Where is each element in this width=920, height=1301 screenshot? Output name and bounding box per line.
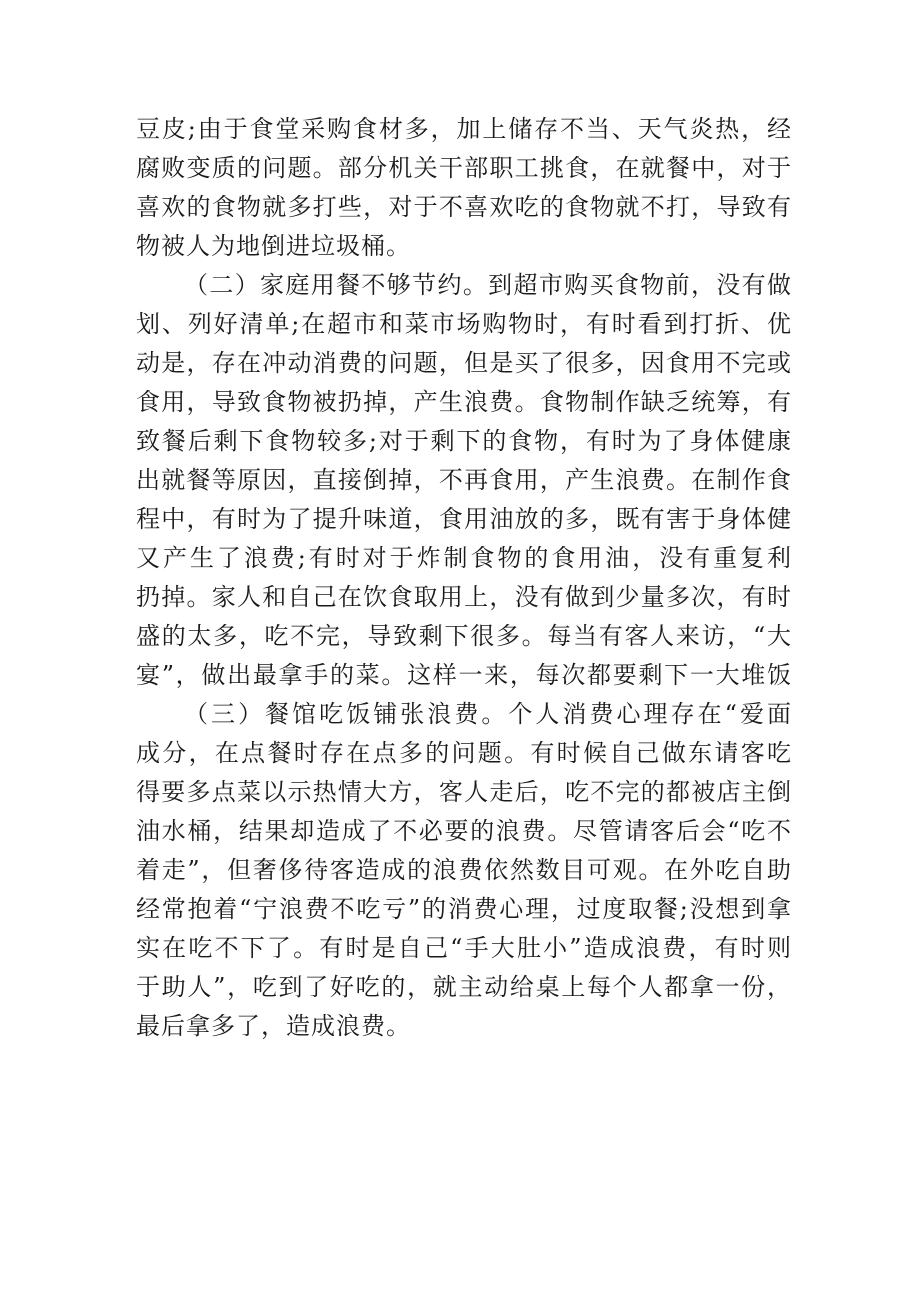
text-line: 食用，导致食物被扔掉，产生浪费。食物制作缺乏统筹，有 [136,388,792,416]
text-line: 得要多点菜以示热情大方，客人走后，吃不完的都被店主倒 [136,778,792,806]
text-line: 喜欢的食物就多打些，对于不喜欢吃的食物就不打，导致有 [136,193,792,221]
text-line: 实在吃不下了。有时是自己“手大肚小”造成浪费，有时则 [136,934,792,962]
text-line: 豆皮;由于食堂采购食材多，加上储存不当、天气炎热，经 [136,115,792,143]
text-line: 划、列好清单;在超市和菜市场购物时，有时看到打折、优 [136,310,792,338]
text-line: （三）餐馆吃饭铺张浪费。个人消费心理存在“爱面 [184,700,792,728]
document-body [136,110,792,1046]
text-line: 扔掉。家人和自己在饮食取用上，没有做到少量多次，有时 [136,583,792,611]
text-line: 又产生了浪费;有时对于炸制食物的食用油，没有重复利 [136,544,792,572]
text-line: 盛的太多，吃不完，导致剩下很多。每当有客人来访，“大 [136,622,792,650]
paragraph-1 [136,110,792,266]
text-line: 油水桶，结果却造成了不必要的浪费。尽管请客后会“吃不 [136,817,792,845]
paragraph-3 [136,695,792,1046]
text-line: 最后拿多了，造成浪费。 [136,1012,411,1040]
text-line: 致餐后剩下食物较多;对于剩下的食物，有时为了身体健康 [136,427,792,455]
text-line: 出就餐等原因，直接倒掉，不再食用，产生浪费。在制作食 [136,466,792,494]
text-line: 经常抱着“宁浪费不吃亏”的消费心理，过度取餐;没想到拿 [136,895,792,923]
text-line: 于助人”，吃到了好吃的，就主动给桌上每个人都拿一份， [136,973,792,1001]
paragraph-2 [136,266,792,695]
text-line: 程中，有时为了提升味道，食用油放的多，既有害于身体健 [136,505,792,533]
text-line: 物被人为地倒进垃圾桶。 [136,232,411,260]
text-line: 成分，在点餐时存在点多的问题。有时候自己做东请客吃 [136,739,792,767]
text-line: 动是，存在冲动消费的问题，但是买了很多，因食用不完或 [136,349,792,377]
text-line: 着走”，但奢侈待客造成的浪费依然数目可观。在外吃自助 [136,856,792,884]
text-line: 腐败变质的问题。部分机关干部职工挑食，在就餐中，对于 [136,154,792,182]
text-line: （二）家庭用餐不够节约。到超市购买食物前，没有做 [184,271,792,299]
text-line: 宴”，做出最拿手的菜。这样一来，每次都要剩下一大堆饭 [136,661,792,689]
